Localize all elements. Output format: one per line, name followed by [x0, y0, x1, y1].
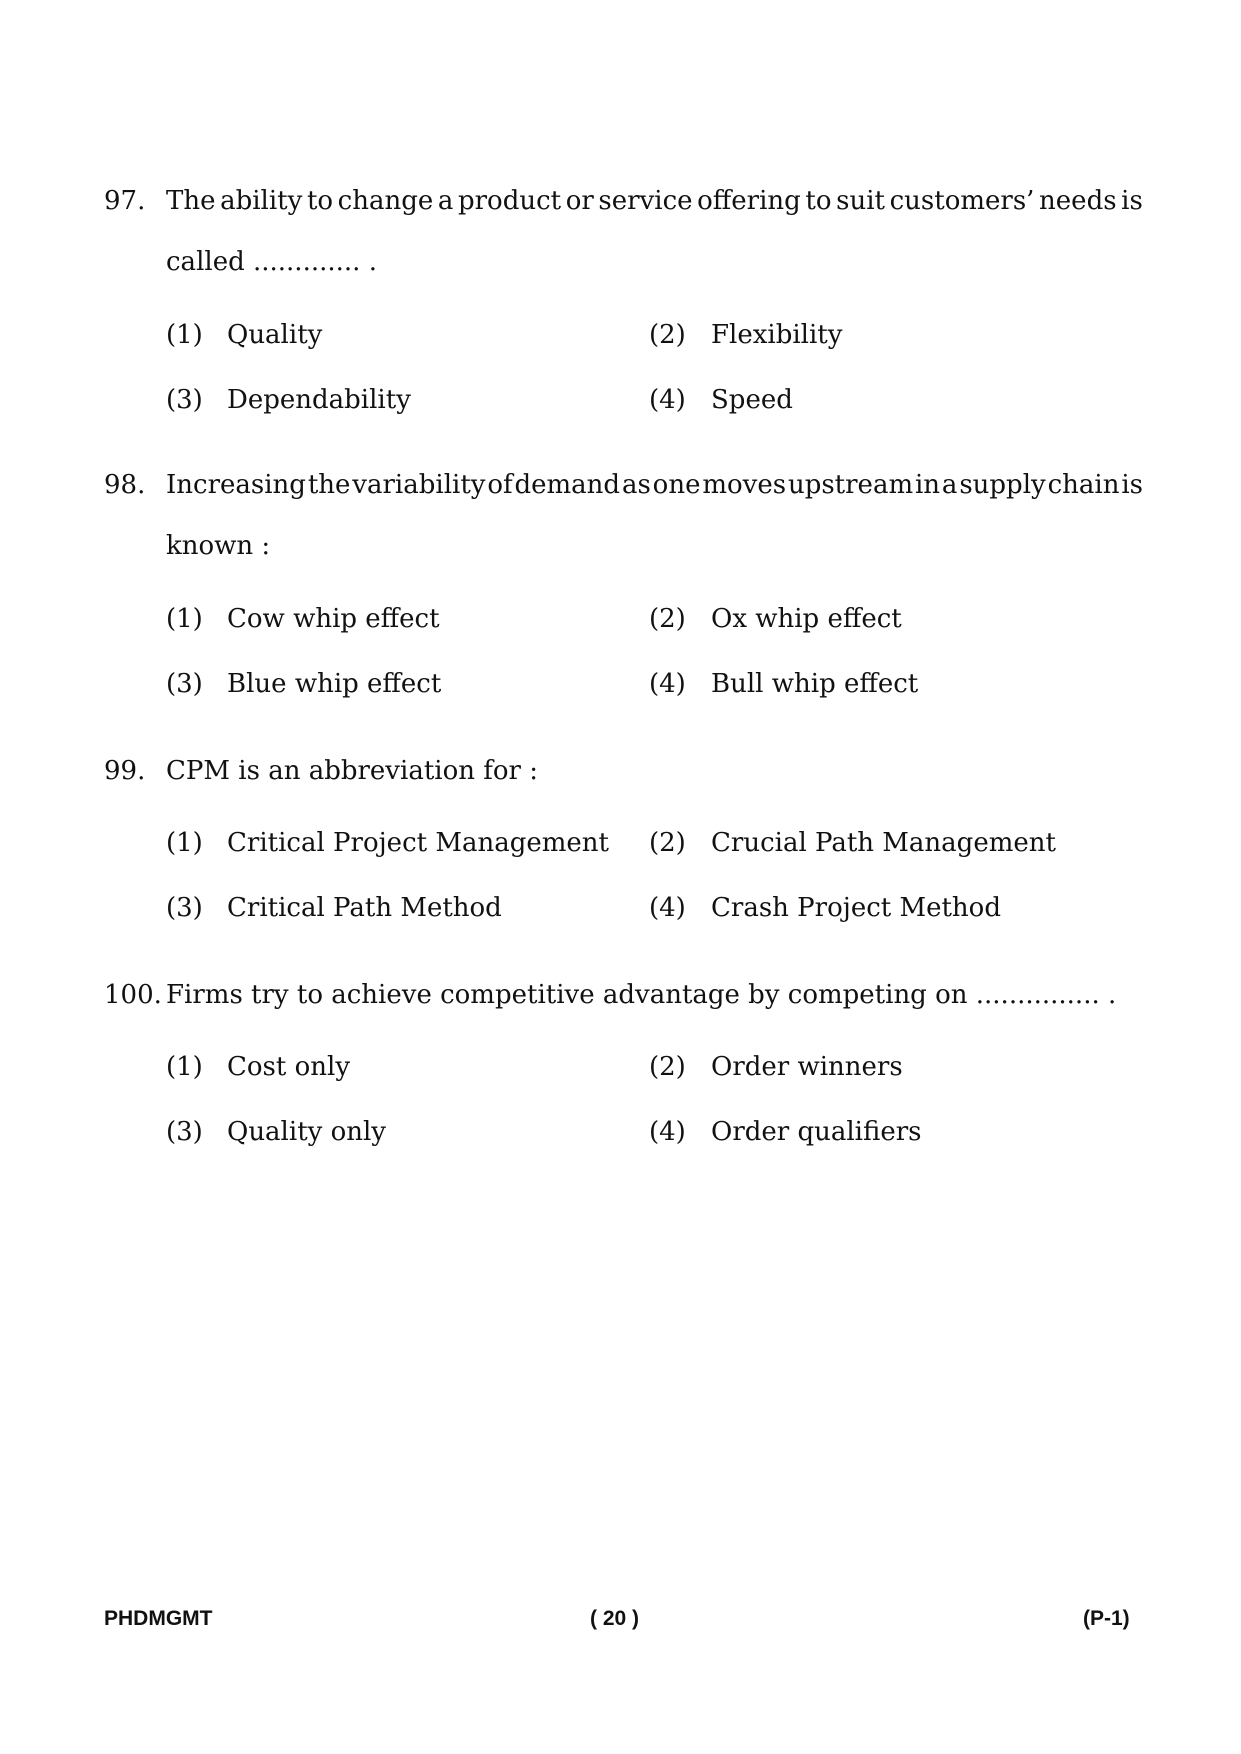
question-text-line-1: Firms try to achieve competitive advantage by competing on ............... .: [166, 980, 1117, 1010]
question-number: 98.: [104, 470, 146, 500]
word: one: [652, 470, 701, 500]
option-2-number: (2): [649, 828, 686, 858]
word: product: [457, 186, 562, 216]
word: The: [166, 186, 216, 216]
option-2-number: (2): [649, 1052, 686, 1082]
option-3-number: (3): [166, 1117, 203, 1147]
question-text-line-2: known :: [166, 531, 271, 561]
option-4-text: Order qualifiers: [711, 1117, 922, 1147]
word: ability: [220, 186, 303, 216]
question-text-line-1: CPM is an abbreviation for :: [166, 756, 538, 786]
option-1-text: Critical Project Management: [227, 828, 609, 858]
option-1-text: Cow whip effect: [227, 604, 440, 634]
word: moves: [702, 470, 787, 500]
option-4-number: (4): [649, 385, 686, 415]
option-4-number: (4): [649, 669, 686, 699]
question-text-line-1: [166, 470, 1143, 500]
word: variability: [352, 470, 486, 500]
word: or: [565, 186, 594, 216]
option-3-text: Blue whip effect: [227, 669, 442, 699]
question-number: 99.: [104, 756, 146, 786]
option-1-number: (1): [166, 828, 203, 858]
word: chain: [1047, 470, 1120, 500]
option-1-number: (1): [166, 604, 203, 634]
word: offering: [697, 186, 801, 216]
option-1-number: (1): [166, 320, 203, 350]
option-2-text: Flexibility: [711, 320, 843, 350]
footer-page-number: ( 20 ): [590, 1607, 640, 1630]
option-2-text: Crucial Path Management: [711, 828, 1056, 858]
word: a: [437, 186, 454, 216]
word: change: [337, 186, 434, 216]
footer-paper-code: PHDMGMT: [104, 1607, 213, 1630]
word: needs: [1039, 186, 1117, 216]
word: service: [598, 186, 693, 216]
option-2-text: Order winners: [711, 1052, 903, 1082]
option-1-text: Quality: [227, 320, 323, 350]
option-4-text: Speed: [711, 385, 793, 415]
option-3-text: Quality only: [227, 1117, 386, 1147]
question-text-line-1: [166, 186, 1143, 216]
word: upstream: [787, 470, 914, 500]
word: the: [307, 470, 351, 500]
option-3-text: Dependability: [227, 385, 411, 415]
question-number: 97.: [104, 186, 146, 216]
option-3-number: (3): [166, 385, 203, 415]
word: demand: [514, 470, 621, 500]
option-4-text: Bull whip effect: [711, 669, 919, 699]
word: supply: [959, 470, 1046, 500]
word: is: [1121, 186, 1143, 216]
word: to: [306, 186, 334, 216]
question-number: 100.: [104, 980, 162, 1010]
option-4-number: (4): [649, 893, 686, 923]
option-3-number: (3): [166, 669, 203, 699]
option-2-text: Ox whip effect: [711, 604, 902, 634]
option-3-text: Critical Path Method: [227, 893, 502, 923]
option-2-number: (2): [649, 320, 686, 350]
option-4-number: (4): [649, 1117, 686, 1147]
word: as: [621, 470, 651, 500]
option-1-number: (1): [166, 1052, 203, 1082]
word: Increasing: [166, 470, 306, 500]
word: to: [805, 186, 832, 216]
option-1-text: Cost only: [227, 1052, 351, 1082]
word: customers’: [889, 186, 1035, 216]
word: is: [1121, 470, 1143, 500]
option-3-number: (3): [166, 893, 203, 923]
word: a: [941, 470, 958, 500]
footer-set-code: (P-1): [1083, 1607, 1130, 1630]
word: of: [487, 470, 513, 500]
option-2-number: (2): [649, 604, 686, 634]
word: suit: [836, 186, 885, 216]
option-4-text: Crash Project Method: [711, 893, 1001, 923]
word: in: [914, 470, 941, 500]
question-text-line-2: called ............. .: [166, 247, 377, 277]
